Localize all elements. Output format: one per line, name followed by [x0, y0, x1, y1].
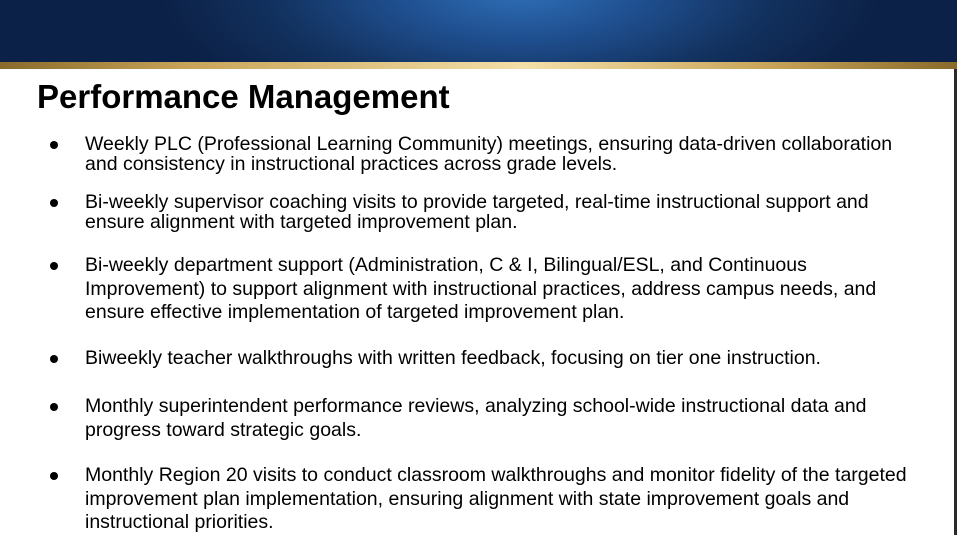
bullet-dot-icon	[50, 355, 58, 363]
bullet-text: Weekly PLC (Professional Learning Community) meetings, ensuring data-driven collaboration and consistency in instructional practices across grade levels.	[85, 133, 893, 175]
slide-title: Performance Management	[37, 78, 450, 115]
bullet-dot-icon	[50, 403, 58, 411]
bullet-dot-icon	[50, 199, 58, 207]
bullet-text: Monthly superintendent performance reviews, analyzing school-wide instructional data and progress toward strategic goals.	[85, 395, 867, 441]
header-banner	[0, 0, 957, 62]
bullet-dot-icon	[50, 141, 58, 149]
bullet-text: Monthly Region 20 visits to conduct classroom walkthroughs and monitor fidelity of the targeted improvement plan implementation, ensuring alignment with state improvement goals and instructional priorities.	[85, 464, 907, 533]
bullet-dot-icon	[50, 262, 58, 270]
bullet-text: Biweekly teacher walkthroughs with written feedback, focusing on tier one instruction.	[85, 347, 821, 369]
gold-divider	[0, 62, 957, 69]
bullet-text: Bi-weekly supervisor coaching visits to provide targeted, real-time instructional support and ensure alignment with targeted improvement plan.	[85, 191, 869, 233]
bullet-text: Bi-weekly department support (Administration, C & I, Bilingual/ESL, and Continuous Improvement) to support alignment with instructional practices, address campus needs, and ensure effective implementation of targeted improvement plan.	[85, 254, 877, 323]
bullet-dot-icon	[50, 472, 58, 480]
